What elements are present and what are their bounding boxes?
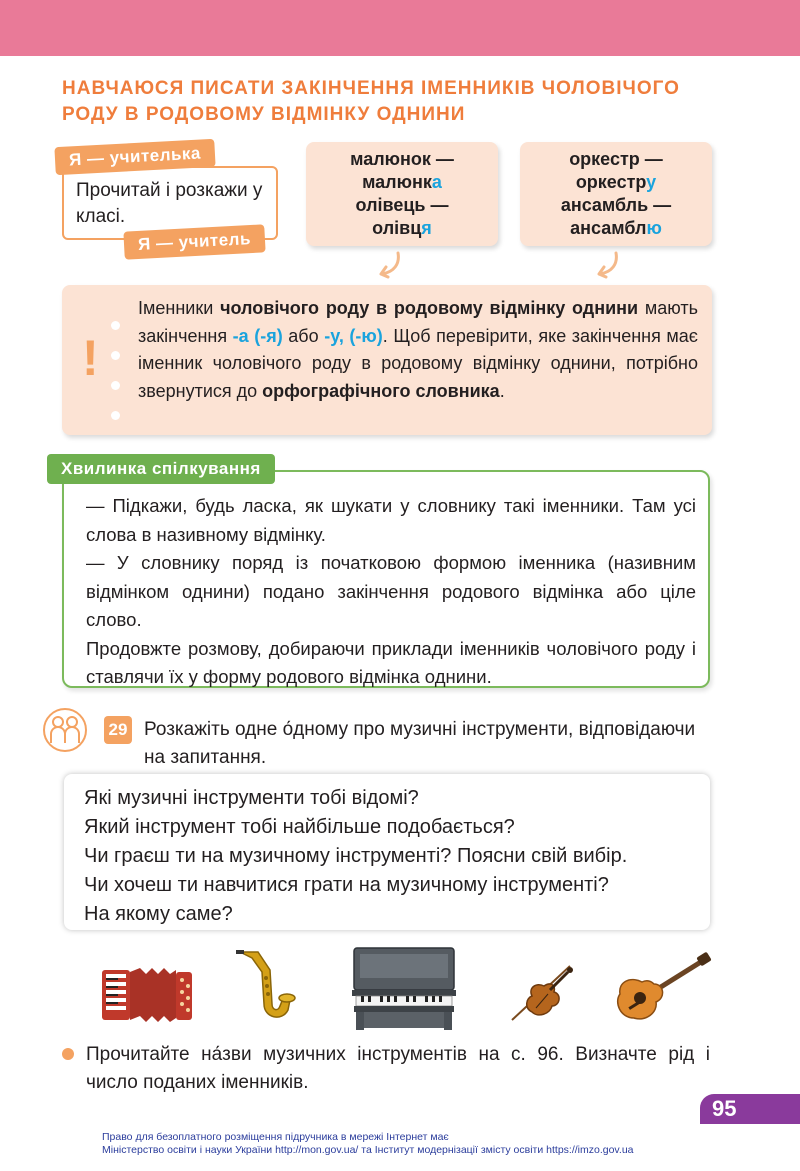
question-line: Який інструмент тобі найбільше подобається? [84, 816, 515, 838]
rule-text: Іменники чоловічого роду в родовому відмінку однини мають закінчення -а (-я) або -у, (-ю). Щоб перевірити, яке закінчення має іменник чоловічого роду в родовому відмінку однини, потрібно звернутися до орфографічного словника. [138, 298, 699, 401]
saxophone-image [232, 948, 298, 1026]
ending-highlight: ю [646, 218, 662, 238]
instruction-box: Прочитай і розкажи у класі. [62, 166, 278, 240]
footer-line: Міністерство освіти і науки України http://mon.gov.ua/ та Інститут модернізації змісту освіти https://imzo.gov.ua [102, 1144, 634, 1156]
bullet-dot-icon [111, 381, 120, 390]
question-line: Чи граєш ти на музичному інструменті? Поясни свій вибір. [84, 845, 628, 867]
example-word: ансамбль — [560, 195, 672, 215]
footer-notice [102, 1131, 762, 1157]
bullet-dot-icon [111, 411, 120, 420]
example-card-u-yu [520, 142, 712, 246]
task-number: 29 [104, 716, 132, 744]
question-line: На якому саме? [84, 903, 233, 925]
dialog-line: — У словнику поряд із початковою формою іменника (називним відмінком однини) подано закінчення родового відмінка або ціле слово. [86, 552, 696, 630]
extra-task-text: Прочитайте на́зви музичних інструментів на с. 96. Визначте рід і число поданих іменників. [86, 1044, 710, 1093]
dialog-box [62, 470, 710, 688]
curved-arrow-icon [374, 250, 404, 280]
example-word: малюнок — [350, 149, 454, 169]
example-word: малюнка [362, 172, 442, 192]
rule-box [62, 285, 712, 435]
question-line: Які музичні інструменти тобі відомі? [84, 787, 419, 809]
questions-box [64, 774, 710, 930]
curved-arrow-icon [592, 250, 622, 280]
top-color-bar [0, 0, 800, 56]
ending-highlight: я [421, 218, 432, 238]
example-word: оркестру [575, 172, 657, 192]
guitar-image [612, 952, 712, 1026]
pair-work-icon [42, 707, 88, 753]
ending-highlight: у [646, 172, 657, 192]
dialog-line: — Підкажи, будь ласка, як шукати у словнику такі іменники. Там усі слова в називному відмінку. [86, 495, 696, 545]
dialog-title: Хвилинка спілкування [47, 454, 275, 484]
example-word: олівця [372, 218, 432, 238]
dialog-line: Продовжте розмову, добираючи приклади іменників чоловічого роду і ставлячи їх у форму родового відмінка однини. [86, 637, 696, 687]
role-tag-teacher-female: Я — учителька [54, 139, 215, 175]
example-word: оркестр — [569, 149, 663, 169]
bullet-dot-icon [111, 351, 120, 360]
ending-highlight: -у, (-ю) [324, 325, 383, 346]
page-number: 95 [700, 1094, 800, 1124]
piano-image [350, 946, 458, 1032]
task-text: Розкажіть одне о́дному про музичні інструменти, відповідаючи на запитання. [144, 719, 696, 768]
bullet-dot-icon [62, 1048, 74, 1060]
role-tag-teacher-male: Я — учитель [123, 224, 265, 259]
ending-highlight: -а (-я) [232, 325, 283, 346]
exclamation-icon: ! [82, 330, 99, 386]
violin-image [506, 962, 582, 1028]
footer-line: Право для безоплатного розміщення підручника в мережі Інтернет має [102, 1131, 449, 1143]
ending-highlight: а [431, 172, 442, 192]
accordion-image [100, 962, 194, 1026]
bullet-dot-icon [111, 321, 120, 330]
question-line: Чи хочеш ти навчитися грати на музичному інструменті? [84, 874, 609, 896]
example-word: ансамблю [570, 218, 662, 238]
example-word: олівець — [355, 195, 449, 215]
example-card-a-ya [306, 142, 498, 246]
lesson-heading: НАВЧАЮСЯ ПИСАТИ ЗАКІНЧЕННЯ ІМЕННИКІВ ЧОЛОВІЧОГО РОДУ В РОДОВОМУ ВІДМІНКУ ОДНИНИ [62, 78, 680, 125]
